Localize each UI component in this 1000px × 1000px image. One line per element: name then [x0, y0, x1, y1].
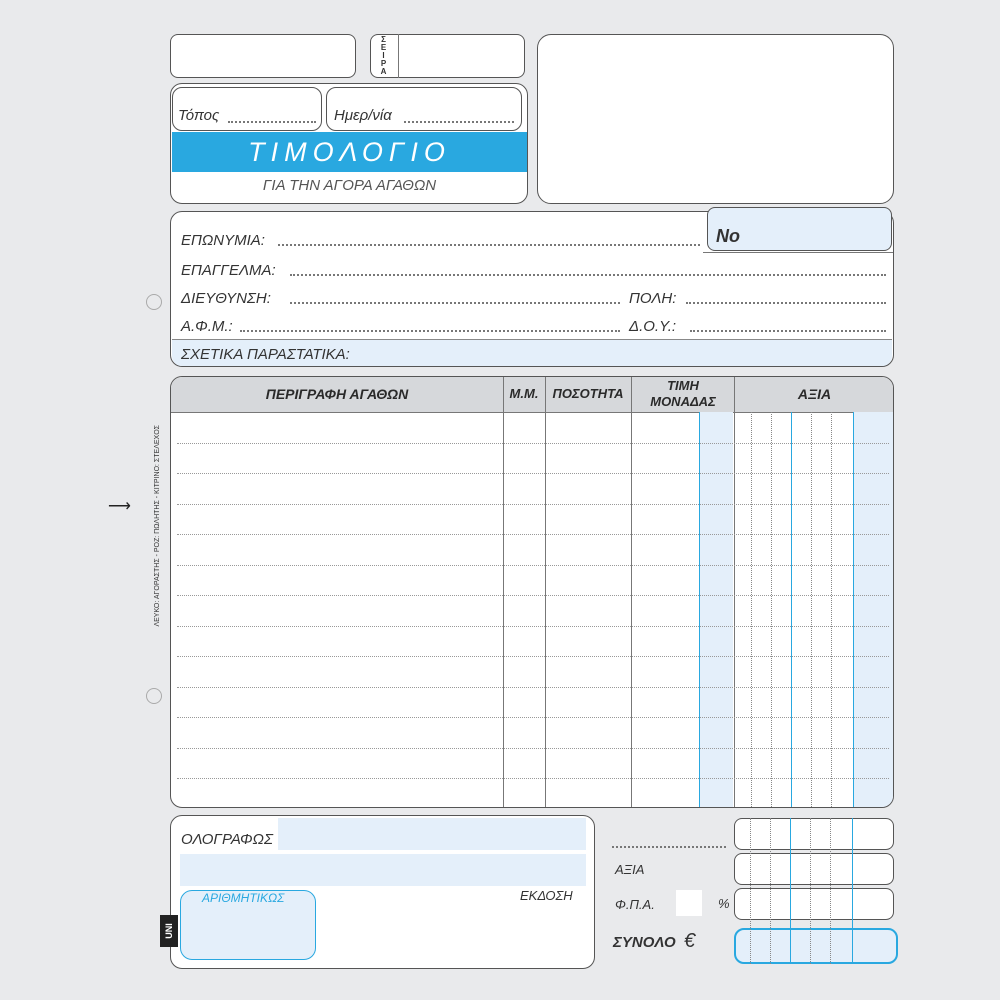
issue-label: ΕΚΔΟΣΗ: [520, 888, 573, 903]
table-row[interactable]: [177, 565, 889, 566]
related-docs-label: ΣΧΕΤΙΚΑ ΠΑΡΑΣΤΑΤΙΚΑ:: [181, 346, 350, 363]
table-row[interactable]: [177, 656, 889, 657]
table-row[interactable]: [177, 504, 889, 505]
subtotal-box-value[interactable]: [734, 853, 894, 885]
subtotal-box-vat[interactable]: [734, 888, 894, 920]
total-box[interactable]: [734, 928, 898, 964]
in-words-field-1[interactable]: [278, 818, 586, 850]
euro-sign: €: [684, 930, 696, 952]
col-header-value: ΑΞΙΑ: [797, 386, 832, 402]
copy-color-note: ΛΕΥΚΟ: ΑΓΟΡΑΣΤΗΣ - ΡΟΖ: ΠΩΛΗΤΗΣ - ΚΙΤΡΙΝΟ: ΣΤΕΛΕΧΟΣ: [154, 425, 161, 627]
table-row[interactable]: [177, 595, 889, 596]
issuer-stamp-box: [537, 34, 894, 204]
table-row[interactable]: [177, 717, 889, 718]
arrow-right-icon: ⟶: [108, 498, 131, 515]
col-header-unit-price: ΤΙΜΗ ΜΟΝΑΔΑΣ: [650, 378, 716, 409]
series-number-box[interactable]: [170, 34, 356, 78]
col-header-unit: Μ.Μ.: [509, 386, 539, 401]
subtotal-box-1[interactable]: [734, 818, 894, 850]
items-table: [170, 376, 894, 808]
tax-office-label: Δ.Ο.Υ.:: [629, 318, 677, 335]
profession-label: ΕΠΑΓΓΕΛΜΑ:: [181, 262, 276, 279]
percent-sign: %: [718, 896, 730, 911]
total-label: ΣΥΝΟΛΟ: [613, 934, 676, 951]
in-words-label: ΟΛΟΓΡΑΦΩΣ: [181, 831, 273, 848]
col-header-quantity: ΠΟΣΟΤΗΤΑ: [552, 386, 624, 401]
vat-label: Α.Φ.Μ.:: [181, 318, 233, 335]
punch-hole-bottom: [146, 688, 162, 704]
city-field[interactable]: [686, 302, 886, 304]
name-field[interactable]: [278, 244, 700, 246]
date-label: Ημερ/νία: [334, 107, 392, 124]
page-title: ΤΙΜΟΛΟΓΙΟ: [248, 137, 451, 167]
address-label: ΔΙΕΥΘΥΝΣΗ:: [181, 290, 271, 307]
vat-rate-field[interactable]: [676, 890, 702, 916]
invoice-number-label: No: [716, 226, 740, 246]
table-row[interactable]: [177, 778, 889, 779]
table-row[interactable]: [177, 443, 889, 444]
numeric-label: ΑΡΙΘΜΗΤΙΚΩΣ: [202, 891, 285, 905]
table-row[interactable]: [177, 534, 889, 535]
name-label: ΕΠΩΝΥΜΙΑ:: [181, 232, 265, 249]
footer-vat-label: Φ.Π.Α.: [615, 897, 655, 912]
address-field[interactable]: [290, 302, 620, 304]
place-label: Τόπος: [178, 107, 220, 124]
table-row[interactable]: [177, 687, 889, 688]
page-subtitle: ΓΙΑ ΤΗΝ ΑΓΟΡΑ ΑΓΑΘΩΝ: [262, 177, 437, 194]
tax-office-field[interactable]: [690, 330, 886, 332]
uni-logo: UNI: [160, 915, 178, 947]
punch-hole-top: [146, 294, 162, 310]
col-header-description: ΠΕΡΙΓΡΑΦΗ ΑΓΑΘΩΝ: [265, 386, 409, 402]
in-words-field-2[interactable]: [180, 854, 586, 886]
footer-value-label: ΑΞΙΑ: [615, 862, 645, 877]
table-row[interactable]: [177, 748, 889, 749]
vat-field[interactable]: [240, 330, 620, 332]
profession-field[interactable]: [290, 274, 886, 276]
series-label: ΣΕΙΡΑ: [379, 35, 388, 75]
city-label: ΠΟΛΗ:: [629, 290, 677, 307]
table-row[interactable]: [177, 473, 889, 474]
table-row[interactable]: [177, 626, 889, 627]
